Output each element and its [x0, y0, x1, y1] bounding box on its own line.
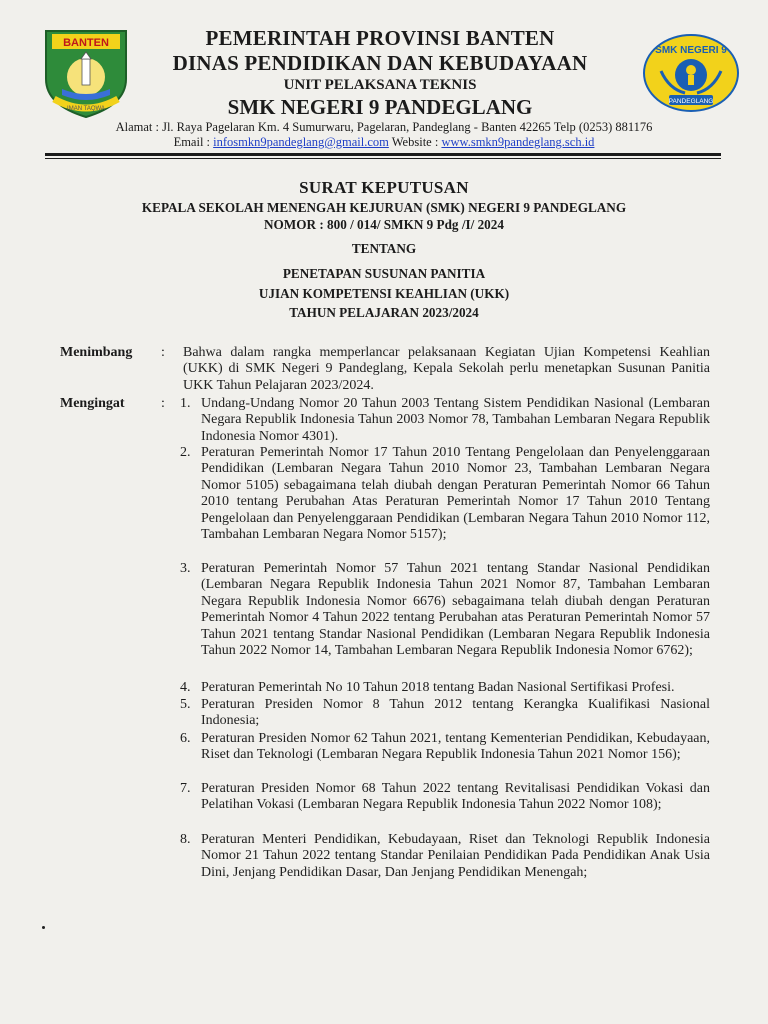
document-issuer: KEPALA SEKOLAH MENENGAH KEJURUAN (SMK) NEGERI 9 PANDEGLANG — [141, 200, 627, 215]
document-subject-line1: PENETAPAN SUSUNAN PANITIA — [282, 266, 486, 281]
smk-negeri-9-logo — [641, 33, 741, 113]
letterhead-rule-thin — [45, 158, 721, 159]
menimbang-text: Bahwa dalam rangka memperlancar pelaksanaan Kegiatan Ujian Kompetensi Keahlian (UKK) di SMK Negeri 9 Pandeglang, Kepala Sekolah perlu menetapkan Susunan Panitia UKK Tahun Pelajaran 2023/2024. — [183, 345, 710, 393]
letterhead-address: Alamat : Jl. Raya Pagelaran Km. 4 Sumurwaru, Pagelaran, Pandeglang - Banten 42265 Telp (0253) 881176 — [115, 120, 653, 134]
letterhead-rule-thick — [45, 153, 721, 156]
list-item-text: Peraturan Presiden Nomor 8 Tahun 2012 tentang Kerangka Kualifikasi Nasional Indonesia; — [201, 697, 710, 729]
list-item-number: 6. — [180, 731, 191, 746]
letterhead-government-line: PEMERINTAH PROVINSI BANTEN — [205, 26, 555, 50]
banten-coat-of-arms-logo — [38, 27, 134, 119]
document-number: NOMOR : 800 / 014/ SMKN 9 Pdg /I/ 2024 — [264, 217, 504, 232]
scan-speck — [42, 926, 45, 929]
list-item-number: 4. — [180, 680, 191, 695]
mengingat-colon: : — [161, 396, 165, 411]
list-item-number: 3. — [180, 561, 191, 576]
list-item-text: Peraturan Menteri Pendidikan, Kebudayaan, Riset dan Teknologi Republik Indonesia Nomor 21 Tahun 2022 tentang Standar Penilaian Pendidikan Pada Pendidikan Anak Usia Dini, Jenjang Pendidikan Dasar, Dan Jenjang Pendidikan Menengah; — [201, 832, 710, 880]
document-type-title: SURAT KEPUTUSAN — [299, 178, 469, 197]
list-item-text: Peraturan Pemerintah Nomor 17 Tahun 2010 Tentang Pengelolaan dan Penyelenggaraan Pendidikan (Lembaran Negara Tahun 2010 Nomor 23, Tambahan Lembaran Negara Nomor 5105) sebagaimana telah diubah dengan Peraturan Pemerintah Nomor 66 Tahun 2010 tentang Perubahan Atas Peraturan Pemerintah Nomor 17 Tahun 2010 Tentang Pengelolaan dan Penyelenggaraan Pendidikan (Lembaran Negara Tahun 2010 Nomor 112, Tambahan Lembaran Negara Nomor 5157); — [201, 445, 710, 543]
svg-text:BANTEN: BANTEN — [63, 37, 109, 49]
mengingat-label: Mengingat — [60, 396, 125, 411]
logo-motto-text: IMAN TAQWA — [67, 106, 105, 112]
letterhead-department-line: DINAS PENDIDIKAN DAN KEBUDAYAAN — [172, 51, 588, 75]
document-subject-line2: UJIAN KOMPETENSI KEAHLIAN (UKK) — [258, 286, 510, 301]
list-item-text: Peraturan Presiden Nomor 68 Tahun 2022 tentang Revitalisasi Pendidikan Vokasi dan Pelatihan Vokasi (Lembaran Negara Republik Indonesia Tahun 2022 Nomor 108); — [201, 781, 710, 813]
list-item-number: 7. — [180, 781, 191, 796]
svg-text:SMK NEGERI 9: SMK NEGERI 9 — [655, 45, 727, 56]
menimbang-label: Menimbang — [60, 345, 133, 360]
svg-text:PANDEGLANG: PANDEGLANG — [668, 98, 714, 105]
website-label: Website : — [388, 135, 442, 149]
list-item-text: Peraturan Pemerintah No 10 Tahun 2018 tentang Badan Nasional Sertifikasi Profesi. — [201, 680, 675, 695]
menimbang-colon: : — [161, 345, 165, 360]
website-link[interactable]: www.smkn9pandeglang.sch.id — [441, 135, 595, 149]
list-item-text: Peraturan Presiden Nomor 62 Tahun 2021, tentang Kementerian Pendidikan, Kebudayaan, Riset dan Teknologi (Lembaran Negara Republik Indonesia Tahun 2021 Nomor 156); — [201, 731, 710, 763]
list-item-text: Peraturan Pemerintah Nomor 57 Tahun 2021 tentang Standar Nasional Pendidikan (Lembaran Negara Republik Indonesia Tahun 2021 Nomor 87, Tambahan Lembaran Negara Republik Indonesia Nomor 6676) sebagaimana telah diubah dengan Peraturan Pemerintah Nomor 4 Tahun 2022 tentang Perubahan atas Peraturan Pemerintah Nomor 57 Tahun 2021 tentang Standar Nasional Pendidikan (Lembaran Negara Republik Indonesia Tahun 2022 Nomor 14, Tambahan Lembaran Negara Republik Indonesia Nomor 6762); — [201, 561, 710, 659]
letterhead-school-name: SMK NEGERI 9 PANDEGLANG — [227, 95, 533, 119]
email-label: Email : — [173, 135, 214, 149]
list-item-number: 8. — [180, 832, 191, 847]
list-item-text: Undang-Undang Nomor 20 Tahun 2003 Tentang Sistem Pendidikan Nasional (Lembaran Negara Republik Indonesia Tahun 2003 Nomor 78, Tambahan Lembaran Negara Republik Indonesia Nomor 4301). — [201, 396, 710, 444]
list-item-number: 1. — [180, 396, 191, 411]
email-link[interactable]: infosmkn9pandeglang@gmail.com — [213, 135, 389, 149]
letterhead-unit-line: UNIT PELAKSANA TEKNIS — [283, 77, 477, 93]
list-item-number: 5. — [180, 697, 191, 712]
document-about-label: TENTANG — [351, 241, 417, 256]
document-subject-line3: TAHUN PELAJARAN 2023/2024 — [289, 305, 479, 320]
list-item-number: 2. — [180, 445, 191, 460]
letterhead-contact-line — [60, 135, 708, 150]
